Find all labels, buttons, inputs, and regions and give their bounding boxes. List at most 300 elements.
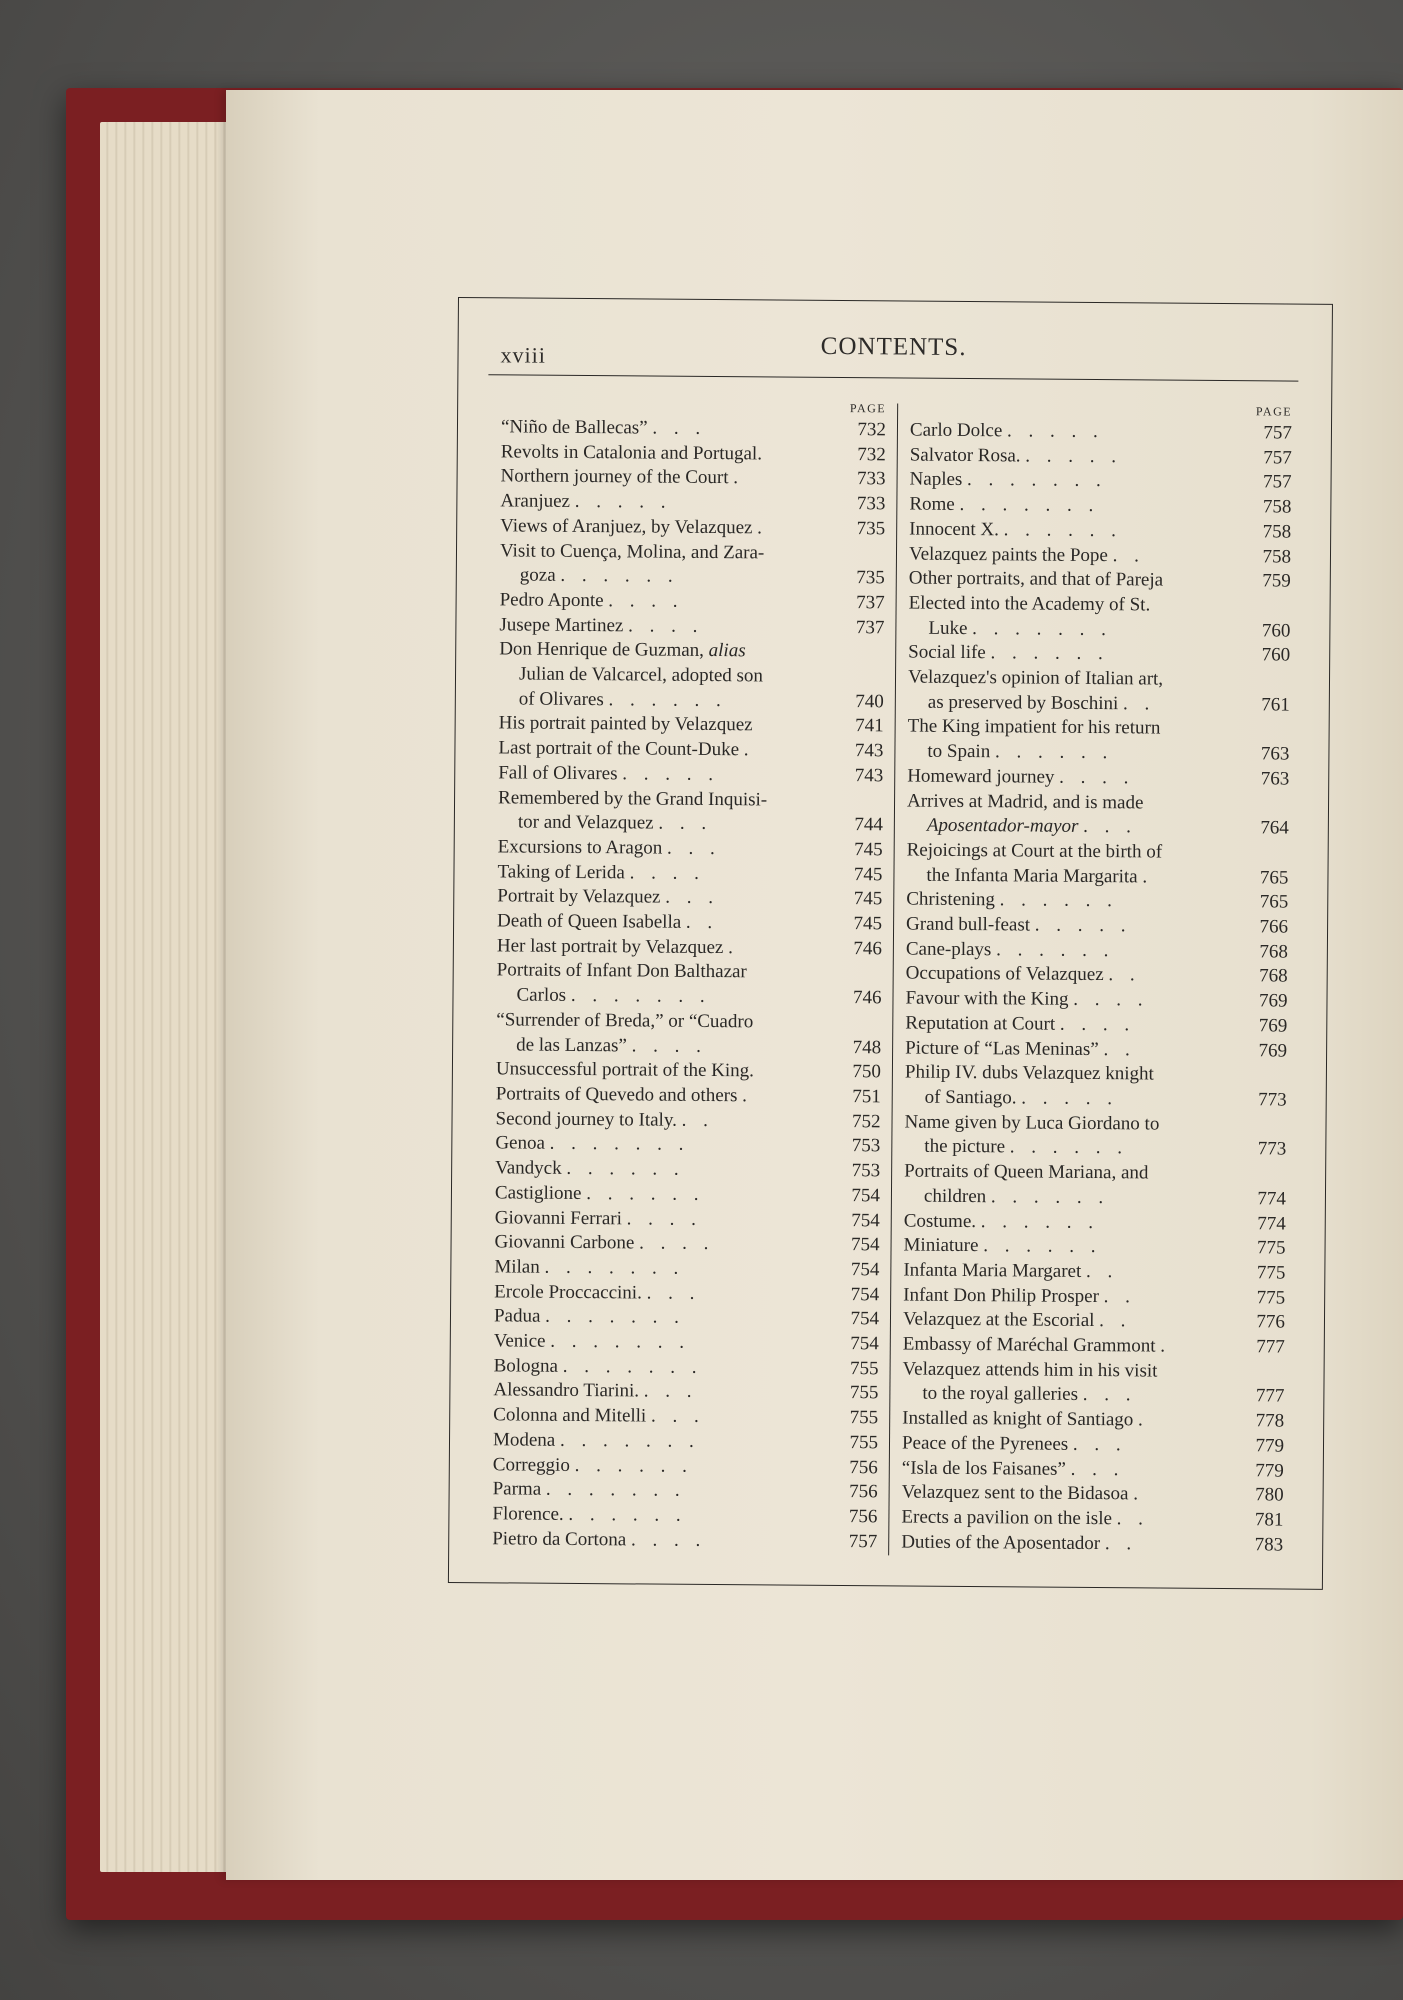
toc-entry [908, 641, 1290, 669]
entry-page-number: 775 [1256, 1262, 1286, 1284]
leader-dots: . . . . . . [586, 1182, 705, 1205]
entry-title: Picture of “Las Meninas” [905, 1037, 1099, 1060]
left-column [492, 398, 886, 1554]
entry-title: Rome [909, 493, 955, 516]
toc-entry [500, 539, 885, 567]
toc-entry [497, 934, 882, 962]
entry-page-number: 758 [1262, 545, 1292, 568]
leader-dots: . . . . . . . [545, 1306, 686, 1329]
entry-page-number: 754 [850, 1234, 880, 1256]
leader-dots: . . [685, 911, 719, 934]
entry-page-number: 755 [849, 1382, 879, 1404]
entry-page-number: 745 [853, 863, 883, 886]
toc-entry [497, 860, 882, 888]
entry-page-number: 769 [1258, 1015, 1288, 1037]
entry-page-number: 750 [852, 1061, 882, 1083]
toc-entry [909, 591, 1291, 619]
entry-page-number: 757 [1263, 422, 1293, 444]
entry-page-number: 732 [857, 443, 886, 466]
entry-page-number: 746 [853, 937, 882, 960]
leader-dots: . . . . [630, 1529, 707, 1551]
entry-title: Arrives at Madrid, and is made [906, 790, 1144, 813]
leader-dots: . . . . . . . [562, 1355, 703, 1378]
toc-entry [908, 690, 1290, 718]
entry-page-number: 775 [1256, 1286, 1286, 1309]
leader-dots: . . . . . . . [967, 469, 1107, 492]
entry-page-number: 777 [1256, 1336, 1285, 1358]
leader-dots: . . . [652, 417, 707, 439]
entry-title: Costume. [903, 1210, 977, 1232]
entry-title: Northern journey of the Court [500, 465, 729, 489]
entry-title: Fall of Olivares [498, 762, 618, 785]
right-entries [901, 419, 1292, 1558]
entry-title: Vandyck [495, 1157, 562, 1179]
entry-page-number: 756 [848, 1506, 878, 1528]
entry-page-number: 764 [1260, 817, 1289, 839]
leader-dots: . . . . [1059, 1013, 1136, 1036]
leader-dots: . . . . . [574, 491, 672, 513]
left-entries [492, 415, 886, 1554]
entry-title: Installed as knight of Santiago [902, 1407, 1134, 1431]
entry-title: Rejoicings at Court at the birth of [906, 839, 1163, 863]
toc-entry [908, 715, 1290, 743]
entry-title: goza [519, 564, 556, 586]
entry-title: Her last portrait by Velazquez [496, 935, 724, 958]
entry-title: Castiglione [494, 1182, 582, 1204]
leader-dots: . . . . . . [1003, 519, 1122, 542]
leader-dots: . . . [650, 1405, 705, 1428]
entry-page-number: 754 [850, 1308, 880, 1330]
entry-title: Remembered by the Grand Inquisi- [497, 786, 768, 810]
toc-entry [902, 1431, 1284, 1459]
leader-dots: . . . . [631, 1034, 707, 1057]
entry-page-number: 751 [852, 1086, 881, 1108]
entry-title: Milan [494, 1256, 540, 1278]
entry-title: Parma [492, 1478, 542, 1500]
leader-dots: . . . . . . . [959, 494, 1100, 517]
leader-dots: . . . . . [1006, 420, 1104, 443]
entry-title: Unsuccessful portrait of the King. [495, 1058, 755, 1082]
toc-entry [493, 1453, 878, 1481]
toc-entry [498, 835, 883, 863]
entry-page-number: 748 [852, 1036, 882, 1058]
entry-page-number: 768 [1259, 941, 1288, 963]
entry-page-number: 754 [850, 1333, 879, 1355]
leader-dots: . . [1116, 1508, 1150, 1530]
entry-title: Venice [493, 1330, 546, 1352]
toc-entry [494, 1280, 879, 1308]
toc-entry [500, 588, 885, 616]
entry-title: Cane-plays [905, 938, 992, 960]
entry-page-number: 735 [856, 567, 885, 589]
toc-entry [499, 638, 884, 666]
toc-entry [905, 1011, 1287, 1039]
toc-entry [909, 567, 1291, 595]
entry-page-number: 756 [849, 1456, 878, 1478]
toc-entry [902, 1382, 1284, 1410]
entry-title: Portrait by Velazquez [497, 885, 661, 908]
entry-page-number: 760 [1261, 619, 1291, 642]
leader-dots: . . . . . . [983, 1235, 1102, 1258]
entry-page-number: 780 [1255, 1484, 1284, 1506]
entry-page-number: 744 [854, 814, 883, 836]
toc-entry [910, 419, 1292, 447]
toc-entry [498, 736, 883, 764]
entry-page-number: 743 [854, 764, 884, 787]
entry-page-number: 756 [849, 1481, 878, 1503]
entry-title: Views of Aranjuez, by Velazquez . [500, 515, 763, 539]
leader-dots: . . . . . . . [570, 985, 711, 1008]
toc-entry [501, 415, 886, 443]
leader-dots: . . . [1072, 1433, 1127, 1456]
toc-entry [909, 493, 1291, 521]
entry-title: Correggio [492, 1453, 570, 1476]
entry-page-number: 758 [1262, 496, 1292, 518]
leader-dots: . . . . . . [996, 939, 1115, 961]
entry-title: Carlos [516, 984, 567, 1007]
folio-number: xviii [500, 342, 546, 368]
entry-title: Taking of Lerida [497, 860, 625, 883]
leader-dots: . . . . . [622, 763, 720, 785]
toc-entry [907, 764, 1289, 792]
toc-entry [906, 863, 1288, 891]
leader-dots: . . . . . . [560, 565, 679, 587]
leader-dots: . . . . . . [994, 741, 1114, 764]
entry-page-number: 768 [1259, 965, 1288, 988]
leader-dots: . . . . . . [568, 1503, 687, 1526]
leader-dots: . [1142, 866, 1154, 888]
entry-page-number: 737 [856, 592, 885, 614]
entry-title: Philip IV. dubs Velazquez knight [904, 1061, 1154, 1085]
leader-dots: . . . [1082, 1384, 1137, 1406]
entry-title: Giovanni Carbone [494, 1231, 635, 1254]
toc-entry [909, 517, 1291, 545]
toc-entry [902, 1407, 1284, 1435]
leader-dots: . . . . . [1025, 445, 1123, 467]
toc-entry [494, 1329, 879, 1357]
entry-page-number: 765 [1259, 891, 1289, 913]
entry-page-number: 753 [851, 1160, 881, 1182]
entry-title: “Surrender of Breda,” or “Cuadro [496, 1009, 754, 1033]
entry-page-number: 753 [851, 1135, 881, 1157]
entry-page-number: 754 [850, 1259, 880, 1281]
entry-page-number: 741 [855, 715, 884, 737]
entry-title: Velazquez's opinion of Italian art, [907, 666, 1164, 690]
entry-title: The King impatient for his return [907, 715, 1161, 739]
leader-dots: . . . . [639, 1232, 715, 1255]
entry-page-number: 745 [853, 888, 883, 910]
entry-page-number: 735 [856, 517, 886, 540]
leader-dots: . . . [665, 887, 720, 909]
entry-title: of Santiago. [924, 1086, 1017, 1109]
toc-entry [495, 1156, 880, 1184]
page-header [488, 328, 1298, 381]
leader-dots: . . . [646, 1282, 701, 1304]
entry-italic: alias [708, 640, 746, 662]
entry-title: Pedro Aponte [499, 589, 604, 612]
leader-dots: . . . . . . [999, 889, 1119, 912]
toc-entry [493, 1379, 878, 1407]
entry-page-number: 757 [1262, 471, 1292, 493]
entry-title: as preserved by Boschini [927, 691, 1119, 714]
toc-entry [901, 1530, 1283, 1558]
entry-page-number: 754 [850, 1283, 880, 1305]
entry-title: Grand bull-feast [906, 913, 1031, 936]
toc-entry [499, 662, 884, 690]
entry-page-number: 752 [851, 1110, 881, 1133]
toc-entry [496, 1058, 881, 1086]
entry-page-number: 732 [857, 419, 887, 441]
entry-page-number: 773 [1258, 1089, 1287, 1111]
entry-title: Velazquez at the Escorial [902, 1308, 1095, 1332]
entry-page-number: 758 [1262, 521, 1292, 543]
toc-entry [498, 786, 883, 814]
toc-entry [495, 1107, 880, 1135]
leader-dots: . . . . . . [980, 1210, 1100, 1233]
leader-dots: . . . . . . . [544, 1256, 685, 1279]
toc-entry [500, 564, 885, 592]
entry-title: Elected into the Academy of St. [908, 592, 1151, 616]
toc-entry [906, 888, 1288, 916]
toc-entry [907, 814, 1289, 842]
entry-page-number: 777 [1255, 1385, 1285, 1407]
entry-title: Reputation at Court [905, 1012, 1056, 1035]
leader-dots: . . [1085, 1260, 1119, 1283]
toc-entry [905, 1086, 1287, 1114]
leader-dots: . . . [1083, 816, 1138, 838]
entry-title: “Niño de Ballecas” [500, 416, 648, 439]
entry-title: Christening [906, 888, 996, 911]
entry-title: of Olivares [518, 688, 604, 710]
leader-dots: . . [1103, 1285, 1137, 1307]
entry-title: Giovanni Ferrari [494, 1206, 623, 1229]
toc-entry [901, 1505, 1283, 1533]
entry-page-number: 763 [1260, 768, 1290, 790]
toc-entry [902, 1481, 1284, 1509]
leader-dots: . . [1112, 544, 1145, 566]
entry-title: Luke [928, 617, 968, 639]
toc-entry [906, 962, 1288, 990]
toc-entry [496, 983, 881, 1011]
entry-page-number: 781 [1254, 1509, 1284, 1531]
toc-entry [499, 613, 884, 641]
toc-entry [496, 1082, 881, 1110]
entry-title: Death of Queen Isabella [497, 910, 682, 933]
entry-title: Last portrait of the Count-Duke [498, 737, 740, 761]
toc-entry [907, 789, 1289, 817]
entry-page-number: 754 [851, 1184, 881, 1207]
toc-entry [903, 1258, 1285, 1286]
toc-entry [907, 740, 1289, 768]
leader-dots: . [743, 739, 755, 761]
leader-dots: . . . . [1059, 766, 1135, 789]
entry-title: “Isla de los Faisanes” [901, 1457, 1066, 1480]
page-title: CONTENTS. [820, 332, 967, 361]
toc-entry [500, 465, 885, 493]
entry-title: Revolts in Catalonia and Portugal. [500, 441, 763, 465]
entry-page-number: 778 [1255, 1410, 1285, 1432]
entry-page-number: 737 [855, 616, 885, 638]
toc-entry [909, 542, 1291, 570]
leader-dots: . . . . . . [574, 1454, 693, 1477]
toc-entry [907, 838, 1289, 866]
leader-dots: . . . [1070, 1458, 1125, 1480]
entry-page-number: 743 [854, 740, 884, 762]
toc-entry [903, 1283, 1285, 1311]
entry-page-number: 774 [1257, 1188, 1287, 1210]
toc-entry [910, 443, 1292, 471]
entry-page-number: 774 [1257, 1212, 1286, 1235]
toc-entry [493, 1403, 878, 1431]
entry-page-number: 760 [1261, 644, 1291, 666]
entry-title: Naples [909, 468, 963, 491]
entry-title: Favour with the King [905, 987, 1069, 1010]
toc-entry [903, 1308, 1285, 1336]
leader-dots: . [1133, 1483, 1145, 1505]
leader-dots: . . . . [628, 614, 704, 637]
leader-dots: . . . . . . . [549, 1133, 690, 1156]
entry-title: Portraits of Quevedo and others [495, 1083, 738, 1107]
entry-page-number: 746 [852, 987, 882, 1009]
entry-title: Duties of the Aposentador [901, 1531, 1101, 1554]
entry-page-number: 757 [848, 1530, 878, 1552]
toc-entry [903, 1333, 1285, 1361]
entry-title: Alessandro Tiarini. [493, 1379, 640, 1402]
leader-dots: . . . . . . . [545, 1478, 686, 1502]
leader-dots: . . . . . . . [972, 617, 1113, 640]
leader-dots: . . . . . . [566, 1157, 685, 1180]
leader-dots: . . . . . [1034, 914, 1132, 937]
leader-dots: . . . . . [1021, 1087, 1119, 1110]
toc-entry [908, 616, 1290, 644]
toc-entry [904, 1160, 1286, 1188]
leader-dots: . . [1104, 1532, 1138, 1555]
entry-page-number: 769 [1258, 990, 1288, 1012]
entry-page-number: 745 [854, 839, 883, 861]
leader-dots: . . . [643, 1380, 698, 1403]
toc-entry [497, 885, 882, 913]
entry-title: Other portraits, and that of Pareja [908, 567, 1164, 591]
toc-entry [499, 687, 884, 715]
entry-page-number: 783 [1254, 1533, 1284, 1556]
entry-page-number: 733 [857, 468, 886, 490]
leader-dots: . . [1108, 964, 1141, 986]
leader-dots: . . [1099, 1310, 1132, 1332]
entry-title: Erects a pavilion on the isle [901, 1506, 1113, 1530]
entry-page-number: 759 [1262, 570, 1291, 592]
toc-entry [902, 1456, 1284, 1484]
entry-title: the picture [924, 1136, 1006, 1158]
entry-title: to Spain [927, 740, 991, 763]
entry-title: Miniature [903, 1234, 979, 1257]
page-column-label: PAGE [1255, 404, 1293, 419]
leader-dots: . . . . [608, 590, 684, 612]
entry-page-number: 779 [1255, 1459, 1284, 1482]
entry-title: Velazquez attends him in his visit [902, 1358, 1158, 1382]
entry-title: Don Henrique de Guzman, [499, 638, 705, 662]
leader-dots: . . [681, 1109, 714, 1131]
entry-page-number: 755 [849, 1431, 879, 1454]
toc-entry [906, 913, 1288, 941]
entry-title: Carlo Dolce [909, 419, 1003, 442]
leader-dots: . . . . . . . [559, 1429, 700, 1452]
entry-title: Velazquez sent to the Bidasoa [901, 1481, 1129, 1505]
toc-entry [500, 514, 885, 542]
entry-page-number: 740 [855, 690, 884, 713]
toc-entry [904, 1110, 1286, 1138]
entry-title: Social life [908, 641, 986, 664]
entry-page-number: 757 [1263, 447, 1292, 469]
entry-page-number: 755 [849, 1407, 879, 1429]
toc-entry [902, 1357, 1284, 1385]
toc-entry [905, 987, 1287, 1015]
toc-entry [494, 1231, 879, 1259]
toc-entry [904, 1184, 1286, 1212]
right-column [901, 402, 1292, 1558]
entry-italic: Aposentador-mayor [926, 814, 1079, 838]
entry-title: Occupations of Velazquez [905, 963, 1104, 986]
leader-dots: . . [1103, 1038, 1136, 1060]
leader-dots: . . . . . . [608, 688, 727, 711]
toc-entry [495, 1181, 880, 1209]
entry-page-number: 733 [856, 493, 886, 515]
entry-title: tor and Velazquez [517, 811, 654, 834]
toc-entry [904, 1135, 1286, 1163]
page-edges [100, 122, 240, 1872]
entry-title: Modena [492, 1429, 556, 1451]
leader-dots: . . . . . . [990, 1186, 1110, 1208]
page-column-label: PAGE [849, 401, 887, 416]
entry-title: Infanta Maria Margaret [903, 1259, 1082, 1282]
entry-title: Genoa [495, 1132, 546, 1155]
leader-dots: . [1138, 1409, 1149, 1431]
leader-dots: . . . [667, 837, 721, 860]
entry-title: Portraits of Infant Don Balthazar [496, 959, 747, 983]
entry-title: Florence. [492, 1503, 564, 1525]
leader-dots: . [728, 936, 739, 958]
contents-frame [448, 297, 1333, 1590]
toc-entry [908, 666, 1290, 694]
entry-title: Peace of the Pyrenees [901, 1432, 1069, 1455]
entry-page-number: 775 [1256, 1237, 1286, 1259]
entry-title: Colonna and Mitelli [493, 1404, 647, 1427]
leader-dots: . . . . [629, 862, 705, 884]
leader-dots: . . . [658, 812, 713, 835]
leader-dots: . . . . . . . [550, 1330, 691, 1353]
leader-dots: . . . . [1073, 989, 1149, 1011]
entry-title: Velazquez paints the Pope [908, 543, 1108, 566]
leader-dots: . . . . [626, 1207, 703, 1230]
toc-entry [905, 1036, 1287, 1064]
entry-title: His portrait painted by Velazquez [498, 712, 753, 736]
entry-title: Salvator Rosa. [909, 444, 1021, 467]
toc-entry [501, 440, 886, 468]
toc-entry [905, 1061, 1287, 1089]
entry-title: Name given by Luca Giordano to [904, 1111, 1160, 1135]
entry-page-number: 761 [1261, 694, 1290, 716]
entry-title: to the royal galleries [922, 1383, 1079, 1406]
toc-entry [497, 959, 882, 987]
toc-entry [909, 468, 1291, 496]
toc-entry [495, 1132, 880, 1160]
entry-page-number: 763 [1260, 743, 1290, 765]
entry-title: Aranjuez [500, 490, 571, 512]
entry-page-number: 769 [1258, 1039, 1288, 1062]
toc-entry [492, 1502, 877, 1530]
toc-entry [500, 489, 885, 517]
entry-title: Excursions to Aragon [497, 836, 663, 859]
entry-page-number: 765 [1259, 866, 1289, 889]
